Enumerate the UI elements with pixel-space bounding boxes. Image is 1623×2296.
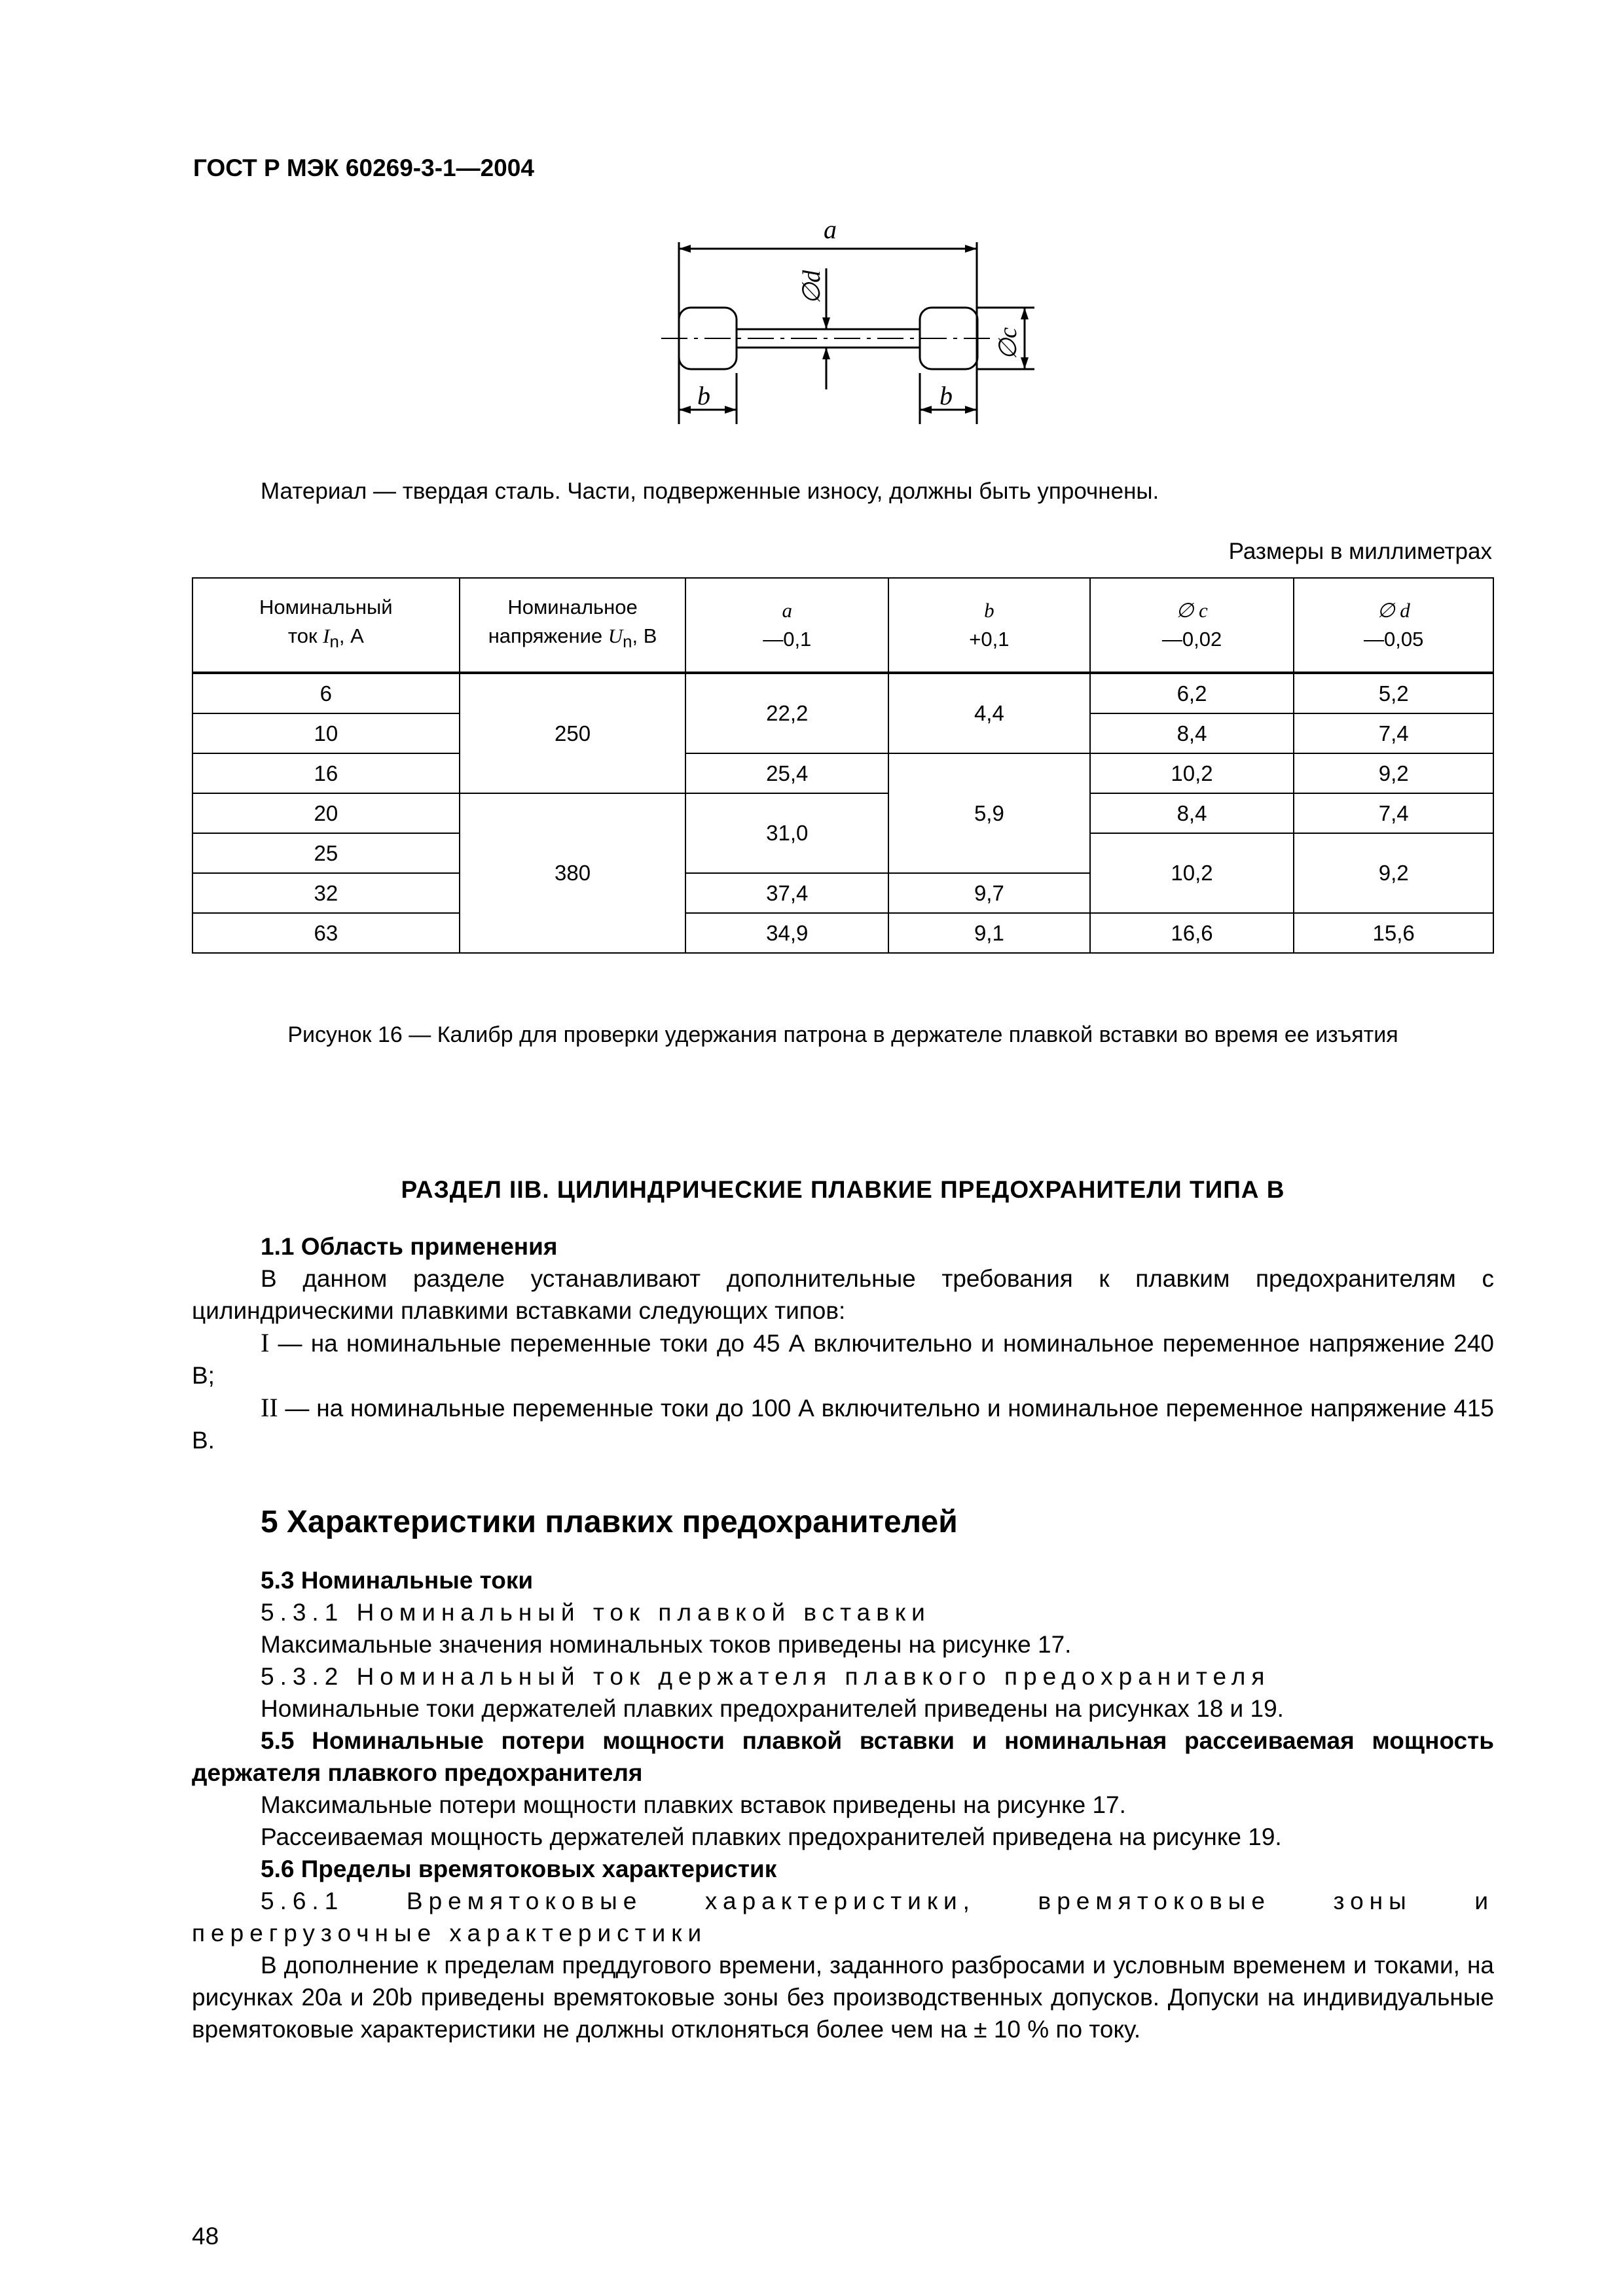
table-cell: 250: [460, 673, 686, 793]
header-d: ∅ d —0,05: [1294, 578, 1493, 673]
table-row: [192, 673, 1493, 713]
heading-1-1: 1.1 Область применения: [261, 1233, 558, 1260]
table-cell: 5,9: [888, 753, 1090, 873]
paragraph-5-5-b: Рассеиваемая мощность держателей плавких предохранителей приведена на рисунке 19.: [261, 1823, 1282, 1850]
table-header-row: [192, 578, 1493, 673]
header-c: ∅ c —0,02: [1090, 578, 1294, 673]
paragraph-5-5-a: Максимальные потери мощности плавких вставок приведены на рисунке 17.: [261, 1791, 1126, 1818]
table-cell: 15,6: [1294, 913, 1493, 953]
section-title: РАЗДЕЛ IIB. ЦИЛИНДРИЧЕСКИЕ ПЛАВКИЕ ПРЕДОХРАНИТЕЛИ ТИПА B: [401, 1176, 1285, 1203]
table-cell: 22,2: [685, 673, 888, 753]
table-cell: 9,7: [888, 873, 1090, 913]
table-cell: 4,4: [888, 673, 1090, 753]
table-cell: 6: [192, 673, 460, 713]
units-note: Размеры в миллиметрах: [1228, 539, 1492, 564]
table-cell: 8,4: [1090, 793, 1294, 833]
table-cell: 31,0: [685, 793, 888, 873]
paragraph-5-3-1: Максимальные значения номинальных токов приведены на рисунке 17.: [261, 1631, 1072, 1658]
paragraph-type-I: I — на номинальные переменные токи до 45 А включительно и номинальное переменное напряжение 240 В;: [192, 1328, 1494, 1389]
label-c: ∅c: [994, 327, 1022, 360]
table-cell: 8,4: [1090, 713, 1294, 753]
heading-5-5: 5.5 Номинальные потери мощности плавкой вставки и номинальная рассеиваемая мощность держателя плавкого предохранителя: [192, 1727, 1494, 1786]
table-row: [192, 753, 1493, 793]
figure-caption: Рисунок 16 — Калибр для проверки удержания патрона в держателе плавкой вставки во время ее изъятия: [287, 1022, 1398, 1047]
table-cell: 63: [192, 913, 460, 953]
table-row: [192, 793, 1493, 833]
document-header: ГОСТ Р МЭК 60269-3-1—2004: [193, 154, 534, 181]
section-5: [192, 1564, 1494, 2045]
label-d: ∅d: [798, 270, 826, 304]
table-cell: 32: [192, 873, 460, 913]
table-cell: 37,4: [685, 873, 888, 913]
paragraph-type-II: II — на номинальные переменные токи до 100 А включительно и номинальное переменное напряжение 415 В.: [192, 1393, 1494, 1454]
header-rated-voltage: Номинальное напряжение $U_n$, В: [460, 578, 686, 673]
table-cell: 20: [192, 793, 460, 833]
table-cell: 34,9: [685, 913, 888, 953]
table-cell: 7,4: [1294, 713, 1493, 753]
heading-5-3-2: 5.3.2 Номинальный ток держателя плавкого предохранителя: [261, 1663, 1271, 1690]
material-note: Материал — твердая сталь. Части, подверженные износу, должны быть упрочнены.: [261, 478, 1159, 504]
table-cell: 5,2: [1294, 673, 1493, 713]
table-cell: 380: [460, 793, 686, 953]
page-number: 48: [192, 2223, 219, 2250]
header-a: a —0,1: [685, 578, 888, 673]
table-cell: 9,1: [888, 913, 1090, 953]
table-cell: 7,4: [1294, 793, 1493, 833]
table-cell: 9,2: [1294, 833, 1493, 913]
heading-5-3-1: 5.3.1 Номинальный ток плавкой вставки: [261, 1599, 931, 1626]
paragraph-5-6-1: В дополнение к пределам преддугового времени, заданного разбросами и условным временем и токами, на рисунках 20a и 20b приведены времятоковые зоны без производственных допусков. Допуски на индивидуальные времятоковые характеристики не должны отклоняться более чем на ± 10 % по току.: [192, 1952, 1494, 2043]
table-cell: 6,2: [1090, 673, 1294, 713]
table-cell: 10,2: [1090, 753, 1294, 793]
label-a: a: [824, 215, 837, 244]
gauge-drawing: [615, 209, 1061, 432]
header-b: b +0,1: [888, 578, 1090, 673]
table-row: [192, 913, 1493, 953]
table-cell: 10: [192, 713, 460, 753]
label-b-right: b: [939, 381, 953, 410]
label-b-left: b: [697, 381, 710, 410]
heading-5-6-1: 5.6.1 Времятоковые характеристики, времятоковые зоны и перегрузочные характеристики: [192, 1888, 1494, 1946]
chapter-5-heading: 5 Характеристики плавких предохранителей: [261, 1505, 958, 1539]
table-cell: 9,2: [1294, 753, 1493, 793]
table-cell: 16: [192, 753, 460, 793]
section-1-1: [192, 1230, 1494, 1456]
table-cell: 25: [192, 833, 460, 873]
paragraph-5-3-2: Номинальные токи держателей плавких предохранителей приведены на рисунках 18 и 19.: [261, 1695, 1284, 1722]
heading-5-3: 5.3 Номинальные токи: [261, 1567, 534, 1594]
dimensions-table: [192, 577, 1494, 954]
table-cell: 25,4: [685, 753, 888, 793]
paragraph-1-1: В данном разделе устанавливают дополнительные требования к плавким предохранителям с цилиндрическими плавкими вставками следующих типов:: [192, 1265, 1494, 1324]
heading-5-6: 5.6 Пределы времятоковых характеристик: [261, 1856, 777, 1882]
table-cell: 10,2: [1090, 833, 1294, 913]
table-cell: 16,6: [1090, 913, 1294, 953]
header-rated-current: Номинальный ток $I_n$, А: [192, 578, 460, 673]
